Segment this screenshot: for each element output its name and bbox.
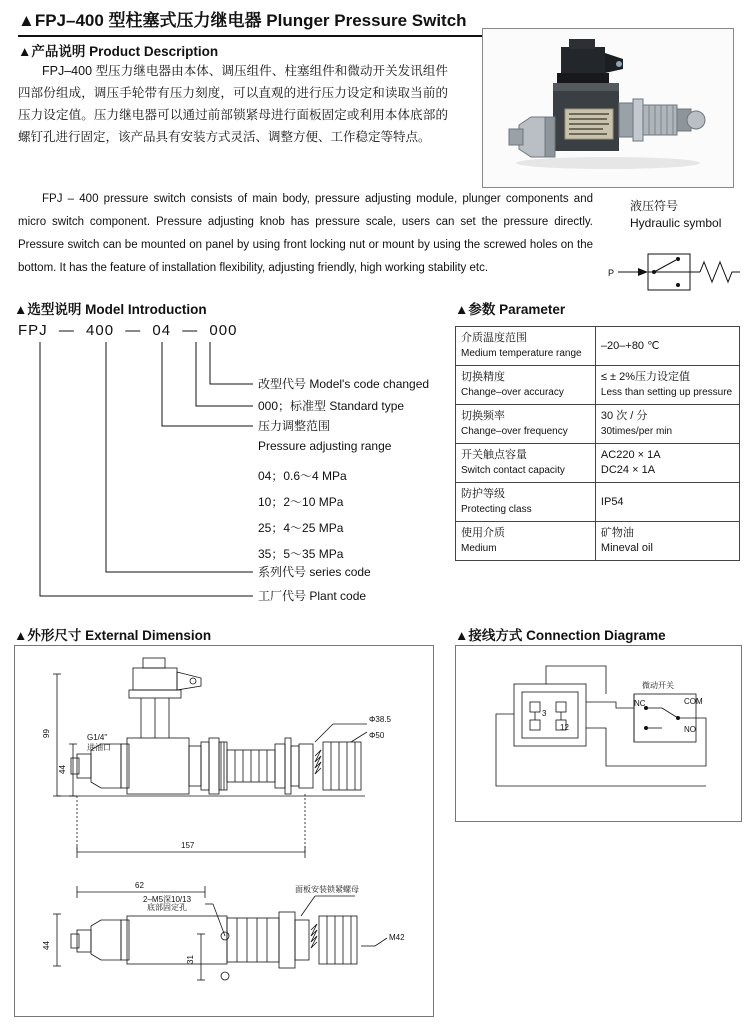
- conn-label-micro-switch: 微动开关: [642, 681, 674, 690]
- model-label-9-en: Plant code: [309, 589, 367, 603]
- model-label-5-cn: 10；2～10 MPa: [258, 495, 344, 509]
- model-label-9: [258, 588, 366, 604]
- table-row: [456, 522, 740, 561]
- param-key-4-cn: 防护等级: [461, 488, 505, 500]
- model-label-5: [258, 494, 343, 510]
- param-value-1: [595, 366, 739, 405]
- param-value-3: [595, 444, 739, 483]
- dim-label-157: 157: [181, 841, 195, 850]
- section-heading-product-description: ▲产品说明 Product Description: [18, 44, 219, 59]
- dim-label-31: 31: [186, 955, 195, 964]
- model-label-4: [258, 468, 347, 484]
- model-label-0-en: Model's code changed: [309, 377, 430, 391]
- hydraulic-symbol-label-en: Hydraulic symbol: [630, 216, 722, 230]
- model-label-1-cn: 000；标准型: [258, 399, 327, 413]
- model-code-part-4: 04: [152, 322, 172, 339]
- model-code-part-2: 400: [86, 322, 115, 339]
- model-code-part-1: —: [58, 322, 75, 339]
- model-label-8-en: series code: [309, 565, 371, 579]
- dim-label-g14-2: 进油口: [87, 743, 111, 752]
- param-value-4: [595, 483, 739, 522]
- param-value-3-main: AC220 × 1A: [600, 449, 661, 461]
- product-description-en: [18, 188, 593, 280]
- hydraulic-symbol-label-cn: 液压符号: [630, 199, 679, 213]
- param-key-1: [456, 366, 596, 405]
- param-value-0: [595, 327, 739, 366]
- dim-label-panel-nut: 面板安装锁紧螺母: [295, 885, 359, 894]
- model-label-4-cn: 04；0.6～4 MPa: [258, 469, 347, 483]
- param-value-2: [595, 405, 739, 444]
- model-leader-lines: [10, 322, 450, 612]
- table-row: [456, 483, 740, 522]
- model-label-6-cn: 25；4～25 MPa: [258, 521, 344, 535]
- section-heading-connection-diagram: ▲接线方式 Connection Diagrame: [455, 628, 666, 643]
- model-label-6: [258, 520, 343, 536]
- conn-label-nc: NC: [634, 699, 646, 708]
- param-key-3: [456, 444, 596, 483]
- model-code-part-3: —: [125, 322, 142, 339]
- dim-label-screw-line2: 底部固定孔: [147, 903, 187, 912]
- param-key-5-en: Medium: [461, 543, 497, 554]
- model-code-part-6: 000: [209, 322, 238, 339]
- model-label-3: [258, 438, 391, 454]
- model-introduction: [10, 322, 450, 612]
- hydraulic-symbol-graphic: [608, 246, 748, 298]
- dim-label-g14: G1/4": [87, 733, 108, 742]
- product-description-cn-text: FPJ–400 型压力继电器由本体、调压组件、柱塞组件和微动开关发讯组件四部份组成，调压手轮带有压力刻度，可以直观的进行压力设定和读取当前的压力设定值。压力继电器可以通过前部锁紧母进行面板固定或利用本体底部的螺钉孔进行固定，该产品具有安装方式灵活、调整方便、工作稳定等特点。: [18, 64, 448, 144]
- table-row: [456, 444, 740, 483]
- conn-label-12: 12: [560, 723, 569, 732]
- table-row: [456, 366, 740, 405]
- model-label-8-cn: 系列代号: [258, 565, 307, 579]
- model-label-2-cn: 压力调整范围: [258, 419, 331, 433]
- section-heading-external-dimension: ▲外形尺寸 External Dimension: [14, 628, 212, 643]
- dim-label-62: 62: [135, 881, 144, 890]
- table-row: [456, 405, 740, 444]
- section-heading-parameter: ▲参数 Parameter: [455, 302, 566, 317]
- dim-label-d385: Φ38.5: [369, 715, 391, 724]
- model-label-0: [258, 376, 429, 392]
- model-label-1: [258, 398, 404, 414]
- conn-label-com: COM: [684, 697, 703, 706]
- param-key-2-en: Change–over frequency: [461, 426, 568, 437]
- table-row: [456, 327, 740, 366]
- param-key-2-cn: 切换频率: [461, 410, 505, 422]
- dim-label-44: 44: [58, 765, 67, 774]
- model-label-7: [258, 546, 343, 562]
- product-photo: [482, 28, 734, 188]
- product-description-cn: [18, 60, 448, 148]
- param-key-1-cn: 切换精度: [461, 371, 505, 383]
- conn-label-3: 3: [542, 709, 547, 718]
- dim-label-m42: M42: [389, 933, 405, 942]
- param-value-2-main: 30 次 / 分: [600, 410, 648, 422]
- page-title: ▲FPJ–400 型柱塞式压力继电器 Plunger Pressure Switch: [18, 6, 732, 37]
- param-value-5-main: 矿物油: [600, 527, 634, 539]
- dim-label-99: 99: [42, 729, 51, 738]
- model-label-1-en: Standard type: [329, 399, 405, 413]
- svg-text:P: P: [608, 268, 615, 278]
- param-key-3-en: Switch contact capacity: [461, 465, 565, 476]
- dim-label-d50: Φ50: [369, 731, 385, 740]
- param-key-1-en: Change–over accuracy: [461, 387, 564, 398]
- section-heading-model-introduction: ▲选型说明 Model Introduction: [14, 302, 207, 317]
- param-key-0-en: Medium temperature range: [461, 348, 582, 359]
- model-label-3-cn: Pressure adjusting range: [258, 439, 392, 453]
- param-value-2-sub: 30times/per min: [600, 426, 673, 437]
- external-dimension-drawing: [14, 645, 434, 1017]
- param-value-1-main: ≤ ± 2%压力设定值: [600, 371, 691, 383]
- connection-diagram-drawing: [455, 645, 742, 822]
- param-key-2: [456, 405, 596, 444]
- param-key-5: [456, 522, 596, 561]
- model-code-part-5: —: [182, 322, 199, 339]
- model-label-9-cn: 工厂代号: [258, 589, 307, 603]
- parameter-table: [455, 326, 740, 561]
- param-value-0-main: –20–+80 ℃: [600, 339, 660, 352]
- model-label-7-cn: 35；5～35 MPa: [258, 547, 344, 561]
- dim-label-44b: 44: [42, 941, 51, 950]
- param-key-4-en: Protecting class: [461, 504, 532, 515]
- model-code-part-0: FPJ: [18, 322, 48, 339]
- param-value-1-sub: Less than setting up pressure: [600, 387, 733, 398]
- dim-label-screw-line1: 2–M5深10/13: [143, 895, 192, 904]
- param-key-0-cn: 介质温度范围: [461, 332, 527, 344]
- param-key-3-cn: 开关触点容量: [461, 449, 527, 461]
- param-key-5-cn: 使用介质: [461, 527, 505, 539]
- param-key-0: [456, 327, 596, 366]
- model-label-2: [258, 418, 330, 434]
- param-value-3-sub: DC24 × 1A: [600, 464, 656, 476]
- param-value-5-sub: Mineval oil: [600, 542, 653, 554]
- hydraulic-symbol-label: [630, 198, 750, 232]
- model-label-8: [258, 564, 371, 580]
- param-key-4: [456, 483, 596, 522]
- param-value-5: [595, 522, 739, 561]
- conn-label-no: NO: [684, 725, 696, 734]
- product-description-en-text: FPJ – 400 pressure switch consists of main body, pressure adjusting module, plunger components and micro switch component. Pressure adjusting knob has pressure scale, users can set the pressure directly. Pressure switch can be mounted on panel by using front locking nut or mount by using the screwed holes on the bottom. It has the feature of installation flexibility, adjusting friendly, high working stability etc.: [18, 193, 593, 274]
- param-value-4-main: IP54: [600, 495, 624, 508]
- model-label-0-cn: 改型代号: [258, 377, 307, 391]
